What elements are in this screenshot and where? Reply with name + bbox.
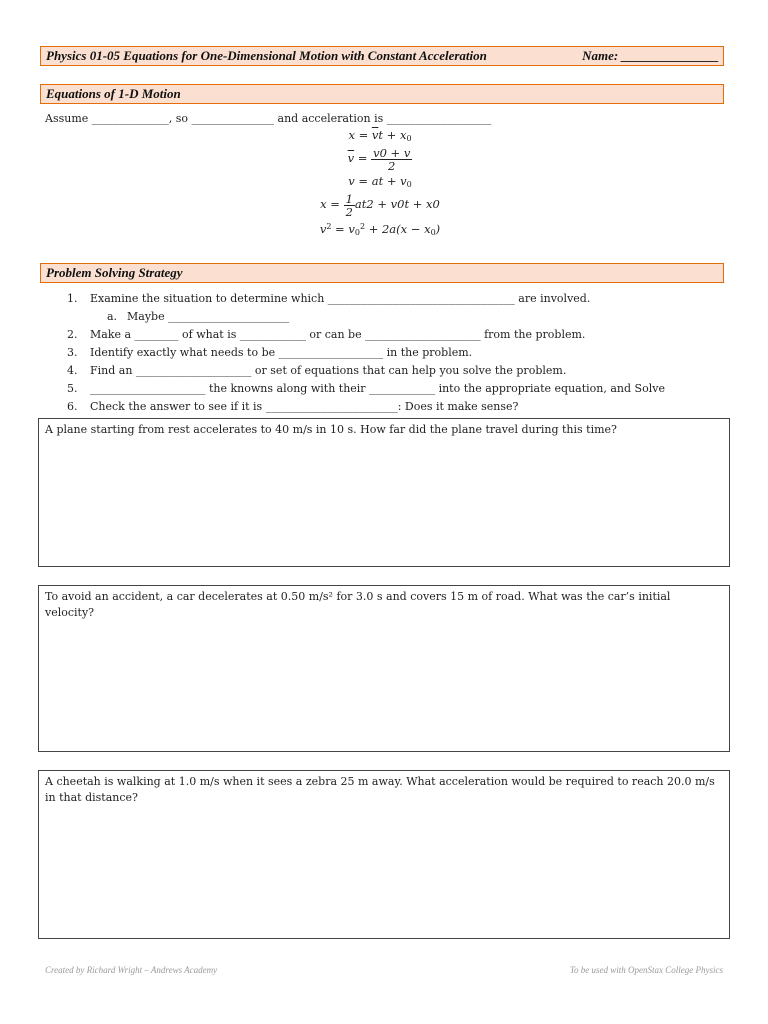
- worksheet-title-bar: [40, 46, 724, 66]
- footer-source: To be used with OpenStax College Physics: [569, 965, 723, 975]
- strategy-steps-list: [67, 290, 665, 416]
- problem-box[interactable]: [38, 770, 730, 939]
- equation-velocity: v = at + v0: [348, 174, 412, 189]
- equation-velocity-squared: $v^2 = v0^2 + 2a(x - x0)$: [319, 222, 441, 237]
- strategy-step: 3. Identify exactly what needs to be ___________________ in the problem.: [67, 346, 473, 359]
- problem-text: To avoid an accident, a car decelerates at 0.50 m/s² for 3.0 s and covers 15 m of road. What was the car’s initial velocity?: [45, 590, 671, 619]
- strategy-substep: a. Maybe ______________________: [107, 310, 290, 323]
- section-heading-equations: Equations of 1-D Motion: [40, 84, 724, 104]
- problem-box[interactable]: [38, 585, 730, 752]
- equation-position-time: x = $\frac{1}{2}$ at2 + v0t + x0: [320, 191, 440, 219]
- strategy-step: 4. Find an _____________________ or set of equations that can help you solve the problem.: [67, 364, 567, 377]
- equations-block: [240, 127, 520, 235]
- strategy-step: 6. Check the answer to see if it is ________________________: Does it make sense?: [67, 400, 519, 413]
- strategy-step: 1. Examine the situation to determine which __________________________________ are involved.: [67, 292, 591, 305]
- footer-credit: Created by Richard Wright – Andrews Academy: [45, 965, 218, 975]
- strategy-step: 2. Make a ________ of what is ____________ or can be _____________________ from the problem.: [67, 328, 586, 341]
- name-field-label: Name: _______________: [582, 48, 719, 63]
- problem-box[interactable]: [38, 418, 730, 567]
- equation-position: $x = \overline{v}t + x0$: [348, 128, 412, 143]
- problem-text: A cheetah is walking at 1.0 m/s when it sees a zebra 25 m away. What acceleration would be required to reach 20.0 m/s in that distance?: [45, 775, 715, 804]
- equation-average-velocity: $\overline{v}$ = $\frac{v0 + v}{2}$: [347, 145, 411, 173]
- worksheet-title: Physics 01-05 Equations for One-Dimensional Motion with Constant Acceleration: [46, 48, 487, 63]
- strategy-step: 5. _____________________ the knowns along with their ____________ into the appropriate equation, and Solve: [67, 382, 665, 395]
- section-heading-strategy: Problem Solving Strategy: [40, 263, 724, 283]
- problem-text: A plane starting from rest accelerates to 40 m/s in 10 s. How far did the plane travel during this time?: [45, 423, 617, 436]
- assume-line: Assume ______________, so _______________ and acceleration is ___________________: [45, 112, 492, 125]
